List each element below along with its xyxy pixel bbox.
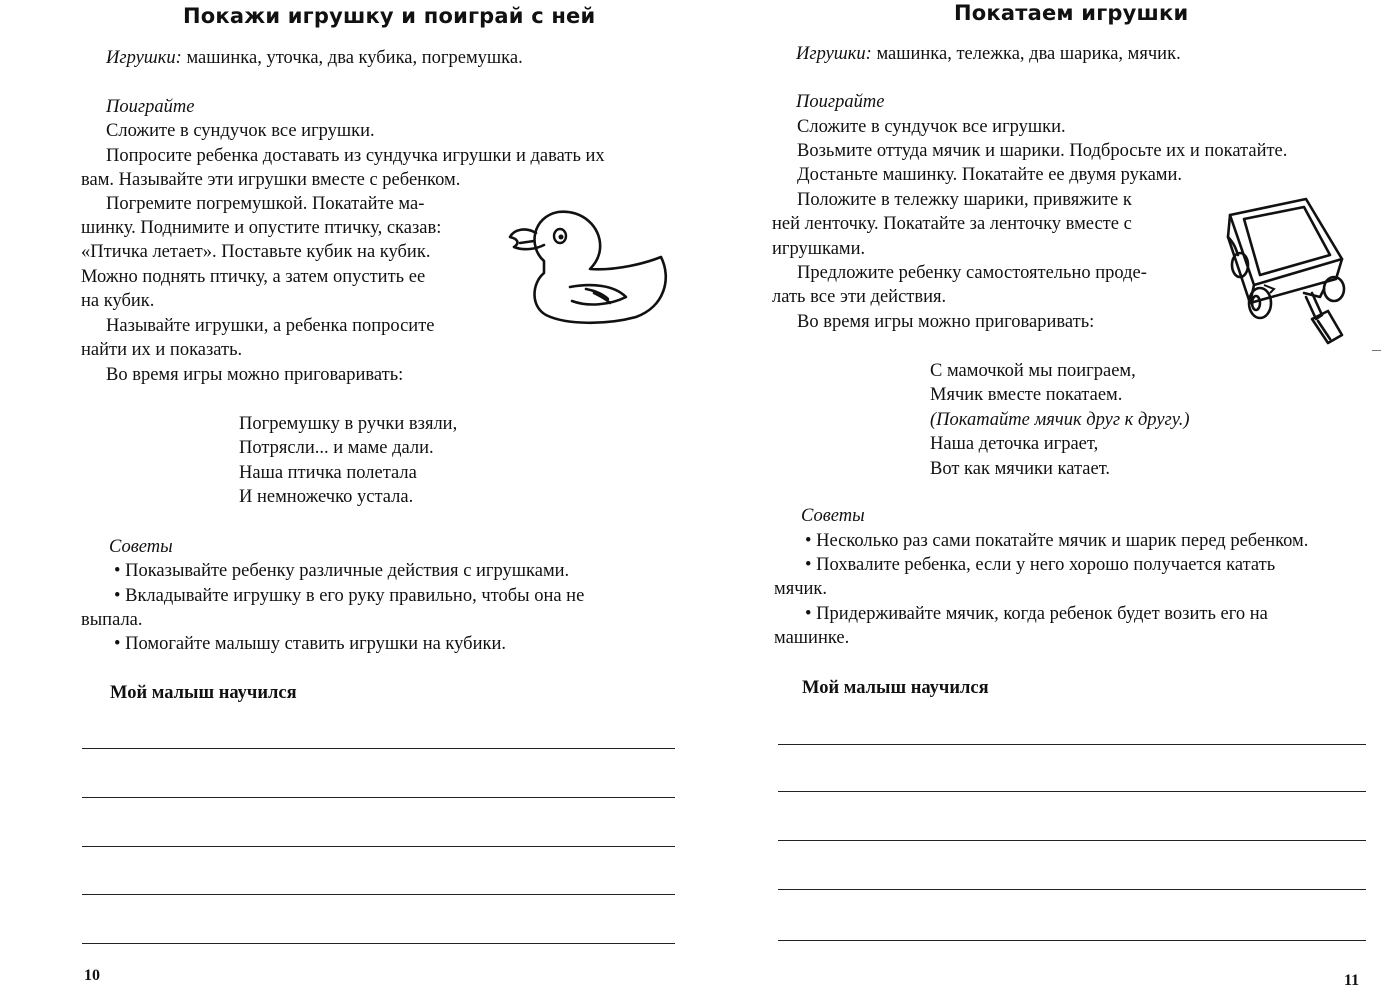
text-line: Во время игры можно приговаривать: (106, 365, 404, 385)
cart-illustration (1224, 193, 1384, 353)
learned-heading: Мой малыш научился (110, 683, 297, 703)
text-line: Можно поднять птичку, а затем опустить ее (81, 267, 426, 287)
text-line: Называйте игрушки, а ребенка попросите (106, 316, 435, 336)
text-line: Во время игры можно приговаривать: (797, 312, 1095, 332)
page-title: Покатаем игрушки (954, 1, 1189, 25)
tip-item: • Помогайте малышу ставить игрушки на кубики. (114, 634, 506, 654)
writing-line (778, 744, 1366, 745)
play-heading: Поиграйте (106, 97, 195, 117)
writing-line (82, 846, 675, 847)
text-line: Достаньте машинку. Покатайте ее двумя руками. (797, 165, 1183, 185)
toys-list: машинка, тележка, два шарика, мячик. (876, 44, 1181, 64)
toys-line (796, 42, 1181, 66)
poem-line: Наша птичка полетала (239, 463, 417, 483)
writing-line (778, 889, 1366, 890)
tip-item: • Придерживайте мячик, когда ребенок будет возить его на (805, 604, 1268, 624)
edge-mark (1372, 350, 1381, 351)
toys-list: машинка, уточка, два кубика, погремушка. (186, 48, 523, 68)
poem-line: Вот как мячики катает. (930, 459, 1111, 479)
toys-label: Игрушки: (106, 48, 182, 68)
tip-item: мячик. (774, 579, 828, 599)
text-line: игрушками. (772, 239, 866, 259)
tip-item: машинке. (774, 628, 850, 648)
poem-line: С мамочкой мы поиграем, (930, 361, 1136, 381)
text-line: Сложите в сундучок все игрушки. (797, 117, 1066, 137)
tips-heading: Советы (109, 537, 173, 557)
poem-line: Мячик вместе покатаем. (930, 385, 1123, 405)
poem-line: Потрясли... и маме дали. (239, 438, 434, 458)
tip-item: выпала. (81, 610, 143, 630)
tips-heading: Советы (801, 506, 865, 526)
text-line: Возьмите оттуда мячик и шарики. Подбросьте их и покатайте. (797, 141, 1288, 161)
text-line: вам. Называйте эти игрушки вместе с ребенком. (81, 170, 461, 190)
tip-item: • Показывайте ребенку различные действия с игрушками. (114, 561, 570, 581)
writing-line (778, 940, 1366, 941)
text-line: найти их и показать. (81, 340, 243, 360)
writing-line (82, 748, 675, 749)
toys-label: Игрушки: (796, 44, 872, 64)
toys-line (106, 46, 523, 70)
play-heading: Поиграйте (796, 92, 885, 112)
page-title: Покажи игрушку и поиграй с ней (183, 4, 596, 28)
page-number: 11 (1344, 972, 1360, 989)
text-line: ней ленточку. Покатайте за ленточку вместе с (772, 214, 1132, 234)
text-line: Предложите ребенку самостоятельно проде- (797, 263, 1147, 283)
text-line: Положите в тележку шарики, привяжите к (797, 190, 1132, 210)
poem-line: Погремушку в ручки взяли, (239, 414, 458, 434)
tip-item: • Несколько раз сами покатайте мячик и шарик перед ребенком. (805, 531, 1309, 551)
poem-line: (Покатайте мячик друг к другу.) (930, 410, 1190, 430)
tip-item: • Вкладывайте игрушку в его руку правильно, чтобы она не (114, 586, 585, 606)
writing-line (82, 943, 675, 944)
text-line: Погремите погремушкой. Покатайте ма- (106, 194, 425, 214)
text-line: «Птичка летает». Поставьте кубик на кубик. (81, 242, 431, 262)
text-line: шинку. Поднимите и опустите птичку, сказав: (81, 218, 442, 238)
tip-item: • Похвалите ребенка, если у него хорошо получается катать (805, 555, 1276, 575)
text-line: Попросите ребенка доставать из сундучка игрушки и давать их (106, 146, 605, 166)
writing-line (82, 894, 675, 895)
writing-line (82, 797, 675, 798)
writing-line (778, 840, 1366, 841)
text-line: лать все эти действия. (772, 287, 947, 307)
page-number: 10 (84, 967, 100, 984)
writing-line (778, 791, 1366, 792)
text-line: на кубик. (81, 291, 155, 311)
learned-heading: Мой малыш научился (802, 678, 989, 698)
duck-illustration (506, 203, 676, 328)
poem-line: Наша деточка играет, (930, 434, 1099, 454)
poem-line: И немножечко устала. (239, 487, 414, 507)
right-page (692, 0, 1384, 992)
text-line: Сложите в сундучок все игрушки. (106, 121, 375, 141)
